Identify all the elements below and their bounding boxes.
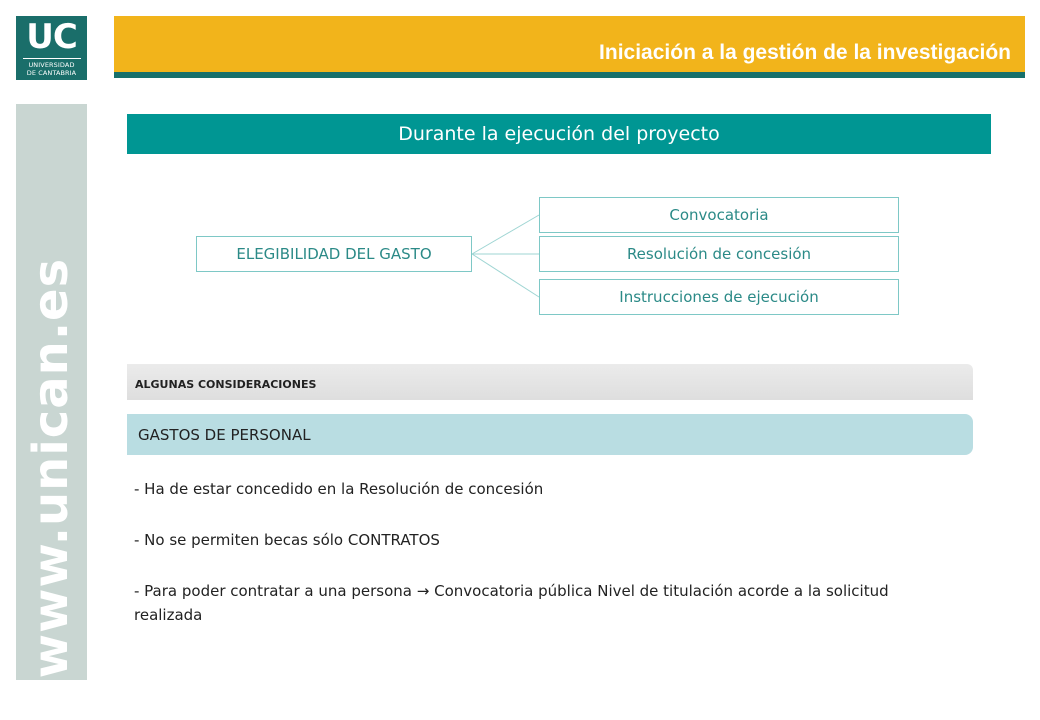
diagram-node-convocatoria: Convocatoria [539, 197, 899, 233]
header-divider [114, 72, 1025, 78]
point-3 [134, 579, 954, 627]
point-1: - Ha de estar concedido en la Resolución de concesión [134, 480, 544, 498]
logo-mark: UC [26, 17, 77, 57]
considerations-header: ALGUNAS CONSIDERACIONES [127, 364, 973, 400]
logo-divider [23, 58, 81, 59]
section-title: Durante la ejecución del proyecto [127, 114, 991, 154]
logo-name-line2: DE CANTABRIA [26, 69, 77, 77]
diagram-root-node: ELEGIBILIDAD DEL GASTO [196, 236, 472, 272]
connector-1 [472, 215, 539, 254]
diagram-node-resolucion: Resolución de concesión [539, 236, 899, 272]
arrow-icon: → [416, 582, 430, 600]
sidebar [16, 104, 87, 680]
connector-3 [472, 254, 539, 297]
header-banner [114, 16, 1025, 72]
sidebar-url: www.unican.es [23, 257, 79, 679]
personal-expenses-header: GASTOS DE PERSONAL [127, 414, 973, 455]
diagram-node-instrucciones: Instrucciones de ejecución [539, 279, 899, 315]
page-title: Iniciación a la gestión de la investigación [599, 41, 1011, 64]
point-2: - No se permiten becas sólo CONTRATOS [134, 531, 440, 549]
point-3-start: - Para poder contratar a una persona [134, 582, 412, 600]
university-logo [16, 16, 87, 80]
personal-points-list [134, 477, 954, 627]
logo-name-line1: UNIVERSIDAD [28, 61, 75, 69]
point-3-end: Convocatoria pública Nivel de titulación acorde a la solicitud realizada [134, 582, 889, 624]
